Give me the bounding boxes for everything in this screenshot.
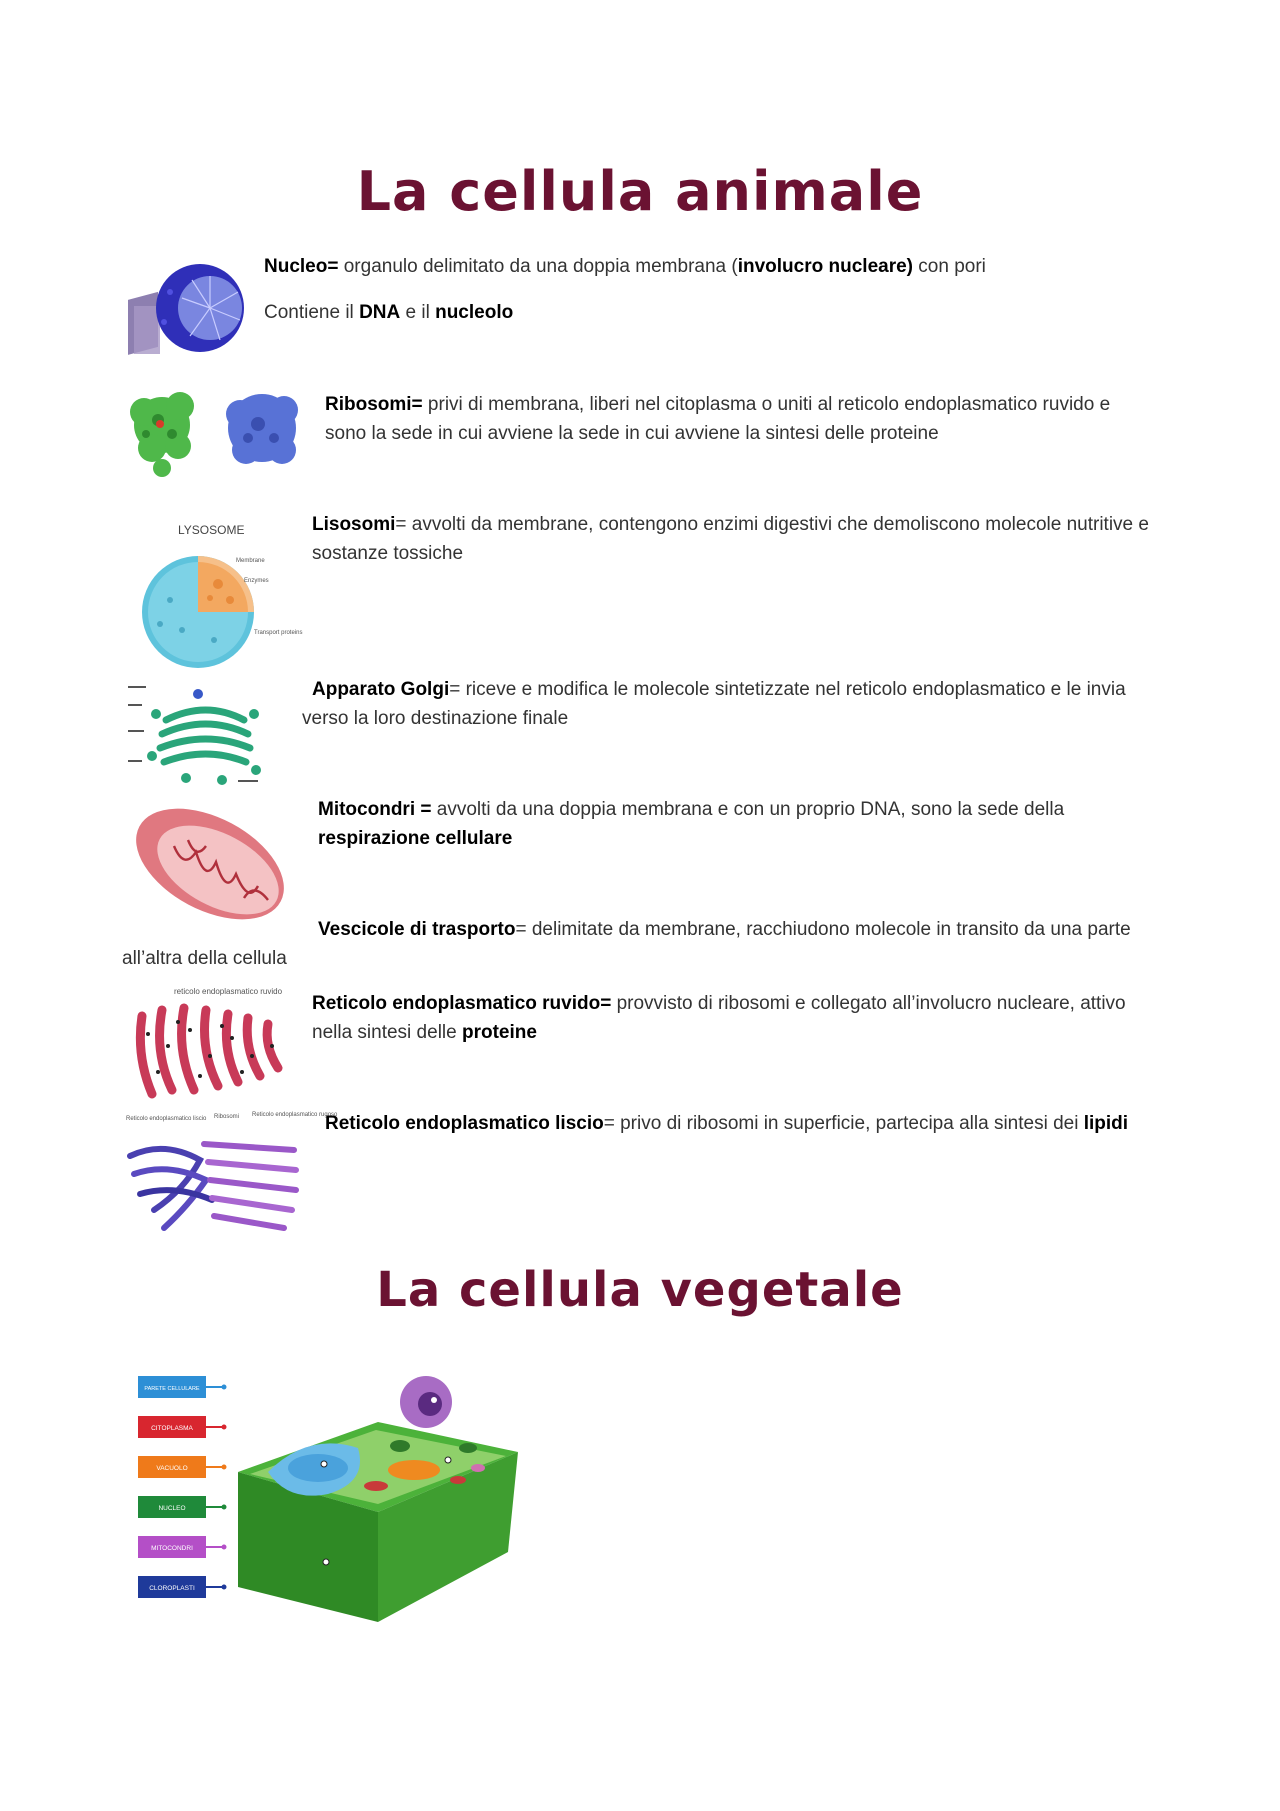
- mitocondri-bold: respirazione cellulare: [318, 828, 513, 849]
- nucleus-image: [120, 262, 252, 367]
- lysosome-label-membrane: Membrane: [236, 558, 265, 564]
- lysosome-img-title: LYSOSOME: [178, 523, 245, 537]
- nucleo-term: Nucleo=: [264, 256, 339, 277]
- ser-img-label-liscio: Reticolo endoplasmatico liscio: [126, 1116, 207, 1122]
- plant-label-0: [138, 1376, 227, 1398]
- vescicole-term: Vescicole di trasporto: [318, 919, 516, 940]
- vescicole-line1: [318, 915, 1131, 944]
- ribosomi-desc: privi di membrana, liberi nel citoplasma o uniti al reticolo endoplasmatico ruvido e sono la sede in cui avviene la sede in cui avviene la sintesi delle proteine: [325, 394, 1111, 444]
- plant-label-2: [138, 1456, 227, 1478]
- golgi-term: Apparato Golgi: [312, 679, 450, 700]
- ribosomes-image: [122, 380, 308, 480]
- ribosomi-text: [325, 390, 1155, 448]
- nucleo-bold: involucro nucleare): [737, 256, 913, 277]
- lisosomi-text: [312, 510, 1158, 568]
- lisosomi-desc: = avvolti da membrane, contengono enzimi digestivi che demoliscono molecole nutritive e sostanze tossiche: [312, 514, 1149, 564]
- lisosomi-term: Lisosomi: [312, 514, 396, 535]
- plant-label-1: [138, 1416, 227, 1438]
- lysosome-label-enzymes: Enzymes: [244, 578, 269, 584]
- plant-cell-image: [128, 1362, 528, 1638]
- plant-label-text: MITOCONDRI: [151, 1545, 193, 1552]
- golgi-desc: = riceve e modifica le molecole sintetizzate nel reticolo endoplasmatico e le invia verso la loro destinazione finale: [302, 679, 1126, 729]
- plant-label-text: PARETE CELLULARE: [144, 1386, 200, 1392]
- rer-term: Reticolo endoplasmatico ruvido=: [312, 993, 612, 1014]
- plant-label-3: [138, 1496, 227, 1518]
- golgi-text: [302, 675, 1160, 733]
- mitocondri-desc: avvolti da una doppia membrana e con un proprio DNA, sono la sede della: [431, 799, 1065, 820]
- nucleo-line2-b: e il: [400, 302, 436, 323]
- ser-term: Reticolo endoplasmatico liscio: [325, 1113, 604, 1134]
- plant-label-text: CLOROPLASTI: [149, 1585, 195, 1592]
- plant-label-4: [138, 1536, 227, 1558]
- nucleo-text2: con pori: [913, 256, 986, 277]
- ser-bold: lipidi: [1083, 1113, 1129, 1134]
- mitochondria-image: [124, 800, 296, 930]
- ser-img-label-ribosomi: Ribosomi: [214, 1114, 240, 1120]
- ribosomi-term: Ribosomi=: [325, 394, 423, 415]
- rer-image: [128, 986, 296, 1104]
- plant-label-text: NUCLEO: [158, 1505, 186, 1512]
- vescicole-line2: all’altra della cellula: [122, 948, 287, 969]
- nucleo-line1: [264, 252, 986, 281]
- ser-text: [325, 1109, 1165, 1138]
- nucleo-dna: DNA: [359, 302, 401, 323]
- page-title-vegetal: La cellula vegetale: [376, 1262, 904, 1318]
- lysosome-image: [130, 520, 303, 675]
- golgi-image: [126, 680, 276, 792]
- page-title-animal: La cellula animale: [356, 160, 924, 223]
- ser-image: [124, 1110, 338, 1245]
- plant-label-5: [138, 1576, 227, 1598]
- mitocondri-term: Mitocondri =: [318, 799, 432, 820]
- nucleo-line2-a: Contiene il: [264, 302, 360, 323]
- plant-labels: [138, 1376, 227, 1598]
- rer-text: [312, 989, 1158, 1047]
- vescicole-desc: = delimitate da membrane, racchiudono molecole in transito da una parte: [515, 919, 1131, 940]
- mitocondri-text: [318, 795, 1158, 853]
- ser-desc: = privo di ribosomi in superficie, partecipa alla sintesi dei: [603, 1113, 1084, 1134]
- lysosome-label-transport: Transport proteins: [254, 630, 303, 636]
- nucleo-nucleolo: nucleolo: [435, 302, 514, 323]
- plant-label-text: CITOPLASMA: [151, 1425, 193, 1432]
- rer-img-label: reticolo endoplasmatico ruvido: [174, 987, 283, 996]
- plant-label-text: VACUOLO: [156, 1465, 188, 1472]
- nucleo-line2: [264, 298, 513, 327]
- rer-desc: provvisto di ribosomi e collegato all’involucro nucleare, attivo nella sintesi delle: [312, 993, 1126, 1043]
- rer-bold: proteine: [461, 1022, 537, 1043]
- nucleo-text1: organulo delimitato da una doppia membrana (: [338, 256, 738, 277]
- ser-img-label-rugoso: Reticolo endoplasmatico rugoso: [252, 1112, 338, 1118]
